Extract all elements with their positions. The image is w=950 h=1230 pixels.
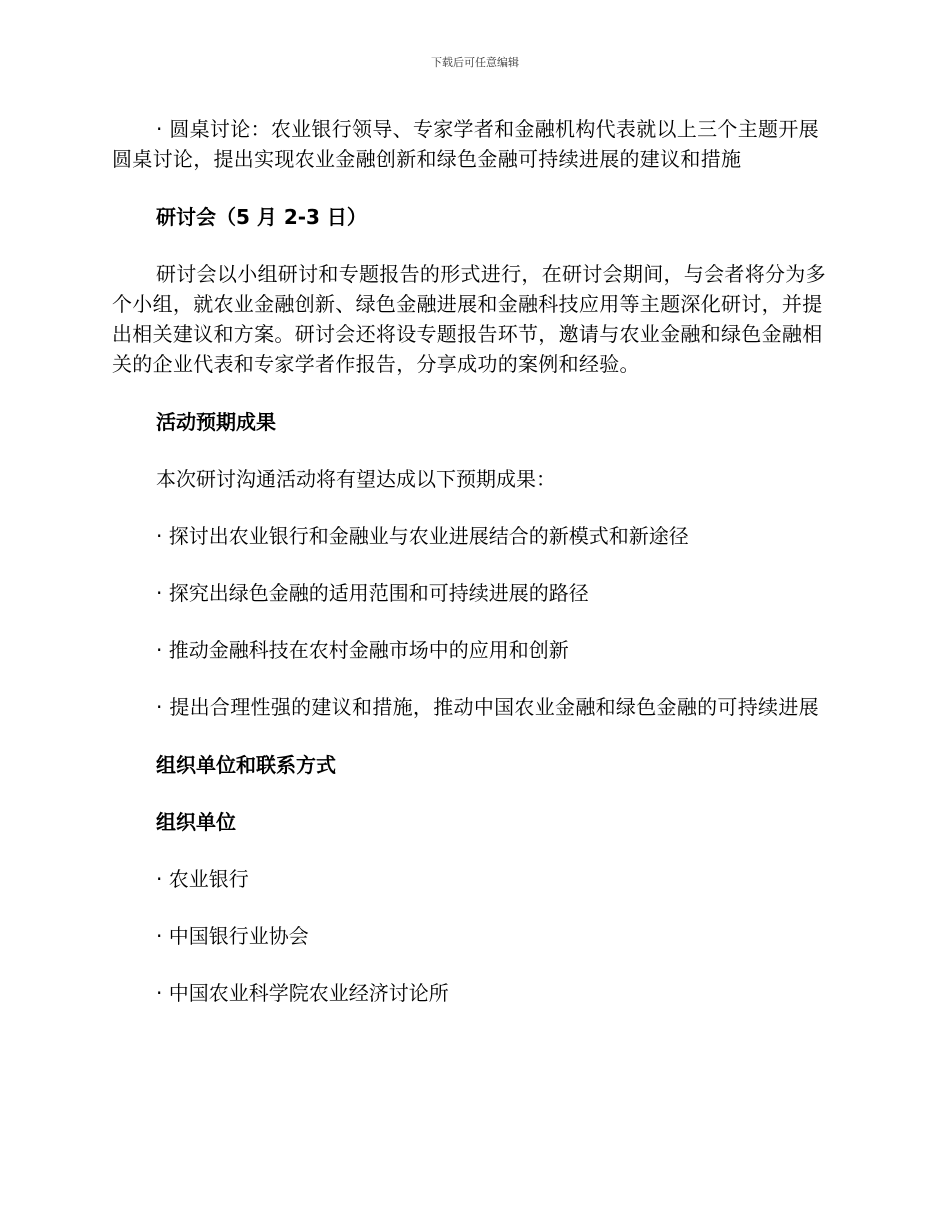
roundtable-paragraph: · 圆桌讨论：农业银行领导、专家学者和金融机构代表就以上三个主题开展圆桌讨论，提出实现农业金融创新和绿色金融可持续进展的建议和措施 [112,117,819,171]
expected-results-intro: 本次研讨沟通活动将有望达成以下预期成果： [156,467,556,491]
result-item: · 推动金融科技在农村金融市场中的应用和创新 [156,638,569,662]
result-item: · 探究出绿色金融的适用范围和可持续进展的路径 [156,581,589,605]
result-item: · 探讨出农业银行和金融业与农业进展结合的新模式和新途径 [156,524,689,548]
organizers-heading: 组织单位 [156,810,236,834]
organizer-item: · 中国银行业协会 [156,924,309,948]
seminar-heading: 研讨会（5 月 2-3 日） [156,205,367,229]
organizers-contact-heading: 组织单位和联系方式 [156,753,336,777]
organizer-item: · 中国农业科学院农业经济讨论所 [156,981,449,1005]
document-body [112,114,832,1035]
result-item: · 提出合理性强的建议和措施，推动中国农业金融和绿色金融的可持续进展 [156,695,819,719]
seminar-paragraph: 研讨会以小组研讨和专题报告的形式进行，在研讨会期间，与会者将分为多个小组，就农业金融创新、绿色金融进展和金融科技应用等主题深化研讨，并提出相关建议和方案。研讨会还将设专题报告环节，邀请与农业金融和绿色金融相关的企业代表和专家学者作报告，分享成功的案例和经验。 [112,262,826,376]
page-header: 下载后可任意编辑 [431,56,519,69]
organizer-item: · 农业银行 [156,867,249,891]
expected-results-heading: 活动预期成果 [156,410,276,434]
